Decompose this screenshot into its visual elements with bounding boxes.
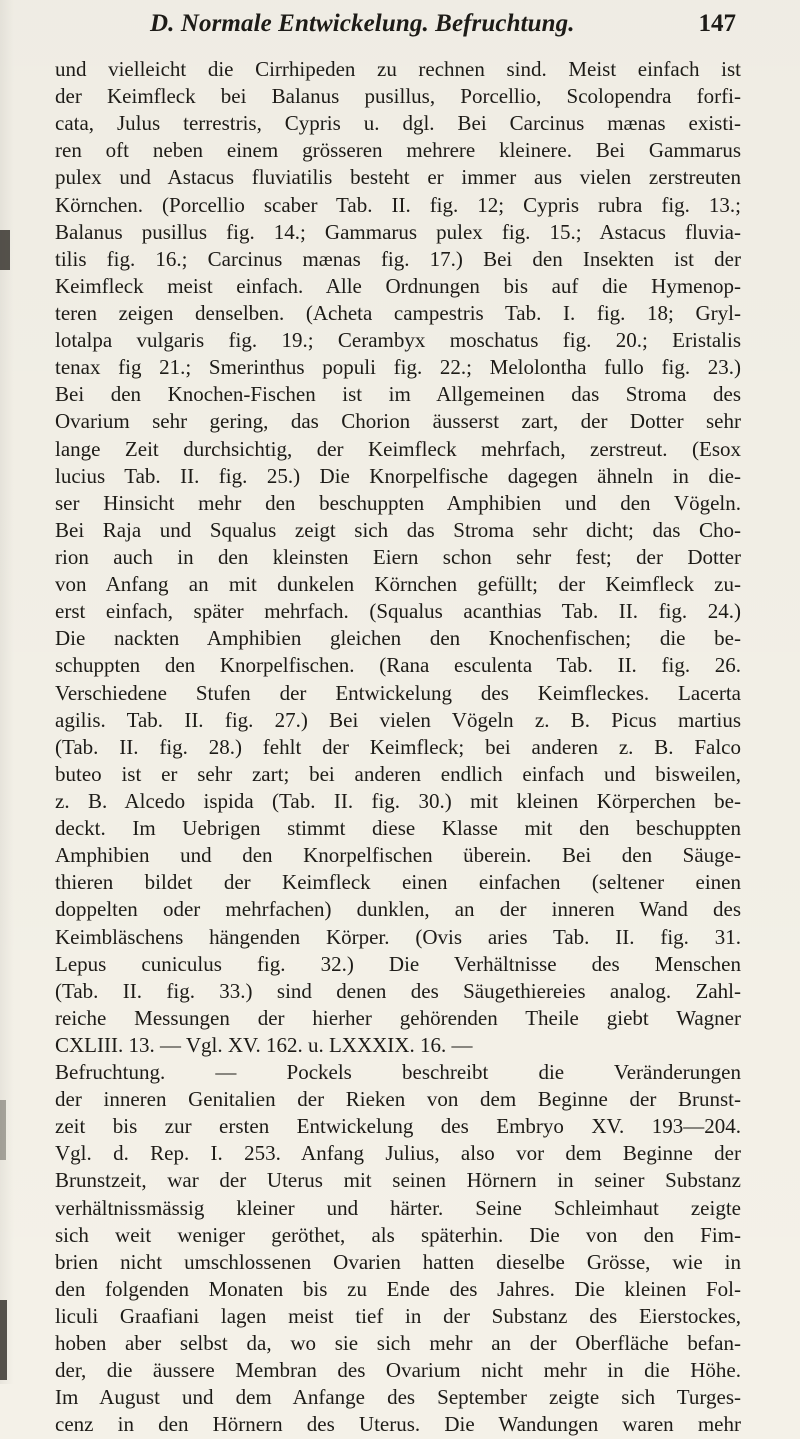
text-line: der inneren Genitalien der Rieken von dem Beginne der Brunst- [55,1087,741,1112]
text-line: schuppten den Knorpelfischen. (Rana esculenta Tab. II. fig. 26. [55,653,741,678]
text-line: hoben aber selbst da, wo sie sich mehr an der Oberfläche befan- [55,1331,741,1356]
text-line: Verschiedene Stufen der Entwickelung des Keimfleckes. Lacerta [55,680,741,705]
text-line: verhältnissmässig kleiner und härter. Seine Schleimhaut zeigte [55,1195,741,1220]
text-line: lotalpa vulgaris fig. 19.; Cerambyx moschatus fig. 20.; Eristalis [55,328,741,353]
text-line: von Anfang an mit dunkelen Körnchen gefüllt; der Keimfleck zu- [55,572,741,597]
text-line: Amphibien und den Knorpelfischen überein. Bei den Säuge- [55,843,741,868]
text-line: tenax fig 21.; Smerinthus populi fig. 22.; Melolontha fullo fig. 23.) [55,355,741,380]
text-line: Keimfleck meist einfach. Alle Ordnungen bis auf die Hymenop- [55,273,741,298]
text-line: deckt. Im Uebrigen stimmt diese Klasse mit den beschuppten [55,816,741,841]
text-line: Brunstzeit, war der Uterus mit seinen Hörnern in seiner Substanz [55,1168,741,1193]
text-line: cenz in den Hörnern des Uterus. Die Wandungen waren mehr [55,1412,741,1437]
text-line: Bei den Knochen-Fischen ist im Allgemeinen das Stroma des [55,382,741,407]
text-line: z. B. Alcedo ispida (Tab. II. fig. 30.) mit kleinen Körperchen be- [55,788,741,813]
page-header [150,10,736,44]
running-head: D. Normale Entwickelung. Befruchtung. [150,10,575,37]
text-line: Befruchtung. — Pockels beschreibt die Veränderungen [55,1060,741,1085]
text-line: doppelten oder mehrfachen) dunklen, an der inneren Wand des [55,897,741,922]
text-line: den folgenden Monaten bis zu Ende des Jahres. Die kleinen Fol- [55,1276,741,1301]
text-line: Im August und dem Anfange des September zeigte sich Turges- [55,1385,741,1410]
text-line: tilis fig. 16.; Carcinus mænas fig. 17.) Bei den Insekten ist der [55,246,741,271]
text-line: Balanus pusillus fig. 14.; Gammarus pulex fig. 15.; Astacus fluvia- [55,219,741,244]
text-line: thieren bildet der Keimfleck einen einfachen (seltener einen [55,870,741,895]
text-line: liculi Graafiani lagen meist tief in der Substanz des Eierstockes, [55,1304,741,1329]
text-line: Bei Raja und Squalus zeigt sich das Stroma sehr dicht; das Cho- [55,517,741,542]
text-line: agilis. Tab. II. fig. 27.) Bei vielen Vögeln z. B. Picus martius [55,707,741,732]
text-line: reiche Messungen der hierher gehörenden Theile giebt Wagner [55,1005,741,1030]
text-line: Lepus cuniculus fig. 32.) Die Verhältnisse des Menschen [55,951,741,976]
text-line: pulex und Astacus fluviatilis besteht er immer aus vielen zerstreuten [55,165,741,190]
text-line: der Keimfleck bei Balanus pusillus, Porcellio, Scolopendra forfi- [55,84,741,109]
text-line: CXLIII. 13. — Vgl. XV. 162. u. LXXXIX. 16. — [55,1032,473,1057]
text-line: sich weit weniger geröthet, als späterhin. Die von den Fim- [55,1222,741,1247]
text-line: Vgl. d. Rep. I. 253. Anfang Julius, also vor dem Beginne der [55,1141,741,1166]
text-line: und vielleicht die Cirrhipeden zu rechnen sind. Meist einfach ist [55,57,741,81]
text-line: lucius Tab. II. fig. 25.) Die Knorpelfische dagegen ähneln in die- [55,463,741,488]
text-line: teren zeigen denselben. (Acheta campestris Tab. I. fig. 18; Gryl- [55,300,741,325]
text-line: cata, Julus terrestris, Cypris u. dgl. Bei Carcinus mænas existi- [55,111,741,136]
text-line: ren oft neben einem grösseren mehrere kleinere. Bei Gammarus [55,138,741,163]
text-line: Keimbläschens hängenden Körper. (Ovis aries Tab. II. fig. 31. [55,924,741,949]
text-line: Die nackten Amphibien gleichen den Knochenfischen; die be- [55,626,741,651]
text-line: brien nicht umschlossenen Ovarien hatten dieselbe Grösse, wie in [55,1249,741,1274]
body-text [55,56,741,1439]
text-line: lange Zeit durchsichtig, der Keimfleck mehrfach, zerstreut. (Esox [55,436,741,461]
page-edge-shadow [0,230,10,270]
text-line: der, die äussere Membran des Ovarium nicht mehr in die Höhe. [55,1358,741,1383]
text-line: (Tab. II. fig. 28.) fehlt der Keimfleck; bei anderen z. B. Falco [55,734,741,759]
text-line: ser Hinsicht mehr den beschuppten Amphibien und den Vögeln. [55,490,741,515]
text-line: Körnchen. (Porcellio scaber Tab. II. fig. 12; Cypris rubra fig. 13.; [55,192,741,217]
page-edge-shadow [0,1100,6,1160]
text-line: (Tab. II. fig. 33.) sind denen des Säugethiereies analog. Zahl- [55,978,741,1003]
text-line: Ovarium sehr gering, das Chorion äusserst zart, der Dotter sehr [55,409,741,434]
text-line: rion auch in den kleinsten Eiern schon sehr fest; der Dotter [55,544,741,569]
text-line: zeit bis zur ersten Entwickelung des Embryo XV. 193—204. [55,1114,741,1139]
text-line: erst einfach, später mehrfach. (Squalus acanthias Tab. II. fig. 24.) [55,599,741,624]
text-line: buteo ist er sehr zart; bei anderen endlich einfach und bisweilen, [55,761,741,786]
page-edge-shadow [0,1300,7,1380]
page-number: 147 [698,10,736,37]
